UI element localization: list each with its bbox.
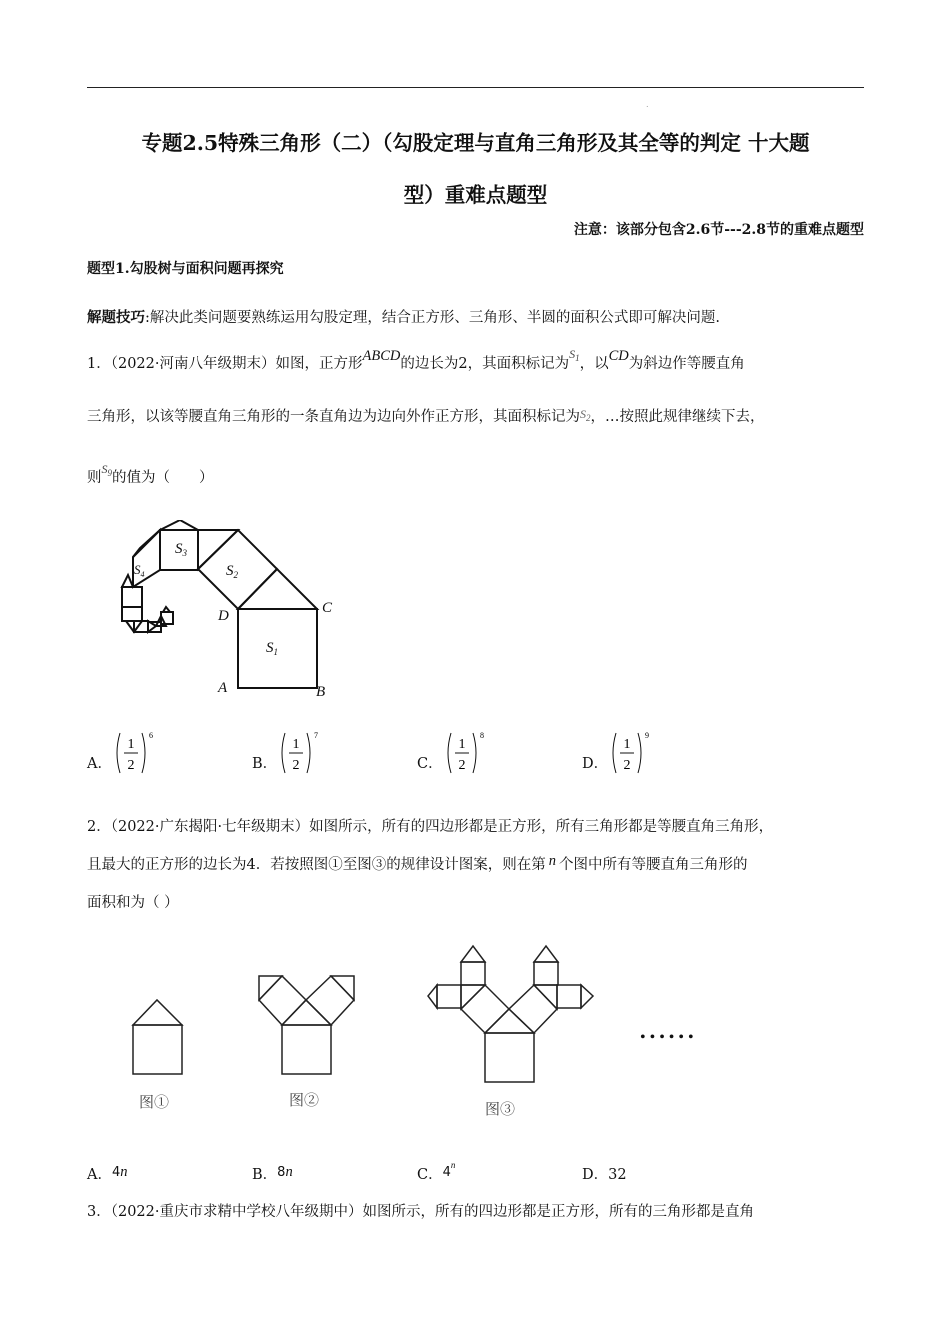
svg-text:1: 1 bbox=[292, 737, 300, 752]
triangle-3 bbox=[160, 520, 198, 530]
q2-number: 2． bbox=[87, 819, 111, 835]
header-rule bbox=[87, 87, 864, 88]
q3-line1-text: （2022·重庆市求精中学校八年级期中）如图所示，所有的四边形都是正方形，所有的三角形都是直角 bbox=[110, 1204, 754, 1220]
svg-text:1: 1 bbox=[127, 737, 135, 752]
svg-text:2: 2 bbox=[623, 758, 631, 773]
q2-line2 bbox=[87, 853, 747, 874]
label-s3: $S_3$ bbox=[175, 541, 187, 558]
q2-option-a[interactable]: A．4n bbox=[87, 1164, 128, 1183]
var-n: n bbox=[548, 853, 556, 869]
q1-line2-a: 三角形，以该等腰直角三角形的一条直角边为边向外作正方形，其面积标记为 bbox=[87, 409, 580, 425]
label-d: D bbox=[218, 608, 229, 624]
var-s2: S2 bbox=[580, 407, 591, 423]
q1-number: 1． bbox=[87, 356, 111, 372]
svg-text:2: 2 bbox=[292, 758, 300, 773]
label-a: A bbox=[218, 680, 228, 696]
square-s5 bbox=[122, 587, 142, 607]
q1-option-d[interactable]: D． 1 2 9 bbox=[582, 729, 652, 777]
fraction-power bbox=[443, 729, 487, 777]
tip-label: 解题技巧 bbox=[87, 309, 145, 326]
page-title-line1: 专题2.5特殊三角形（二）（勾股定理与直角三角形及其全等的判定 十大题 bbox=[141, 131, 810, 155]
svg-text:8: 8 bbox=[479, 731, 484, 740]
svg-text:1: 1 bbox=[458, 737, 466, 752]
q1-option-b[interactable]: B． 1 2 7 bbox=[252, 729, 321, 777]
q1-option-a[interactable]: A． 1 2 6 bbox=[87, 729, 156, 777]
q2-line2-a: 且最大的正方形的边长为4．若按照图①至图③的规律设计图案，则在第 bbox=[87, 857, 546, 873]
var-cd: CD bbox=[608, 348, 629, 364]
label-s4: $S_4$ bbox=[134, 562, 145, 579]
header-dot: . bbox=[646, 100, 649, 109]
svg-text:7: 7 bbox=[314, 731, 319, 740]
q1-option-c[interactable]: C． 1 2 8 bbox=[417, 729, 487, 777]
q2-option-d[interactable]: D．32 bbox=[582, 1167, 627, 1183]
label-b: B bbox=[316, 684, 326, 700]
q2-line3: 面积和为（ ） bbox=[87, 895, 179, 911]
label-c: C bbox=[322, 600, 333, 616]
q1-line3-a: 则 bbox=[87, 470, 102, 486]
q2-option-c[interactable]: C．4$^n$ bbox=[417, 1160, 456, 1183]
square-s4 bbox=[133, 530, 160, 587]
label-s1: $S_1$ bbox=[266, 640, 278, 657]
fig1-label: 图① bbox=[139, 1095, 170, 1111]
ellipsis: • • • • • • bbox=[640, 1029, 694, 1046]
q2-line2-b: 个图中所有等腰直角三角形的 bbox=[558, 857, 748, 873]
svg-text:2: 2 bbox=[458, 758, 466, 773]
section-heading: 题型1.勾股树与面积问题再探究 bbox=[87, 261, 284, 277]
q1-text2: ，以 bbox=[579, 356, 609, 372]
svg-text:1: 1 bbox=[623, 737, 631, 752]
q2-option-b[interactable]: B．8n bbox=[252, 1164, 293, 1183]
page-title-line2: 型）重难点题型 bbox=[403, 183, 548, 207]
var-s1: S1 bbox=[569, 347, 580, 363]
label-s2: $S_2$ bbox=[226, 563, 238, 580]
q1-source: （2022·河南八年级期末）如图，正方形 bbox=[110, 356, 363, 372]
triangle-4 bbox=[133, 530, 160, 557]
var-abcd: ABCD bbox=[362, 348, 401, 364]
q2-line1-text: （2022·广东揭阳·七年级期末）如图所示，所有的四边形都是正方形，所有三角形都是等腰直角三角形， bbox=[110, 819, 774, 835]
fig1-square bbox=[133, 1025, 182, 1074]
fraction-power bbox=[112, 729, 156, 777]
q1-line1 bbox=[87, 347, 745, 373]
q1-line3 bbox=[87, 462, 214, 487]
triangle-cd bbox=[238, 569, 317, 609]
fig3-label: 图③ bbox=[485, 1102, 516, 1118]
q1-line2 bbox=[87, 405, 765, 426]
tip-text: :解决此类问题要熟练运用勾股定理，结合正方形、三角形、半圆的面积公式即可解决问题. bbox=[145, 310, 720, 326]
section-note: 注意：该部分包含2.6节---2.8节的重难点题型 bbox=[573, 222, 864, 238]
solving-tip bbox=[87, 306, 720, 327]
svg-text:9: 9 bbox=[645, 731, 650, 740]
q1-text3: 为斜边作等腰直角 bbox=[628, 356, 745, 372]
fig1-triangle bbox=[133, 1000, 182, 1025]
var-s9: S9 bbox=[101, 462, 112, 478]
q2-figures bbox=[120, 940, 760, 1125]
fig2-label: 图② bbox=[289, 1093, 320, 1109]
fig2-square bbox=[282, 1025, 331, 1074]
q3-line1 bbox=[87, 1200, 754, 1221]
q1-figure bbox=[110, 520, 350, 705]
q3-number: 3． bbox=[87, 1204, 111, 1220]
q1-line2-b: ，…按照此规律继续下去， bbox=[590, 409, 765, 425]
fig3-square bbox=[485, 1033, 534, 1082]
fraction-power bbox=[608, 729, 652, 777]
q1-line3-b: 的值为（ ） bbox=[112, 470, 214, 486]
q2-line1 bbox=[87, 815, 773, 836]
q1-text1: 的边长为2，其面积标记为 bbox=[400, 356, 570, 372]
svg-text:6: 6 bbox=[148, 731, 153, 740]
svg-text:2: 2 bbox=[127, 758, 135, 773]
fraction-power bbox=[277, 729, 321, 777]
